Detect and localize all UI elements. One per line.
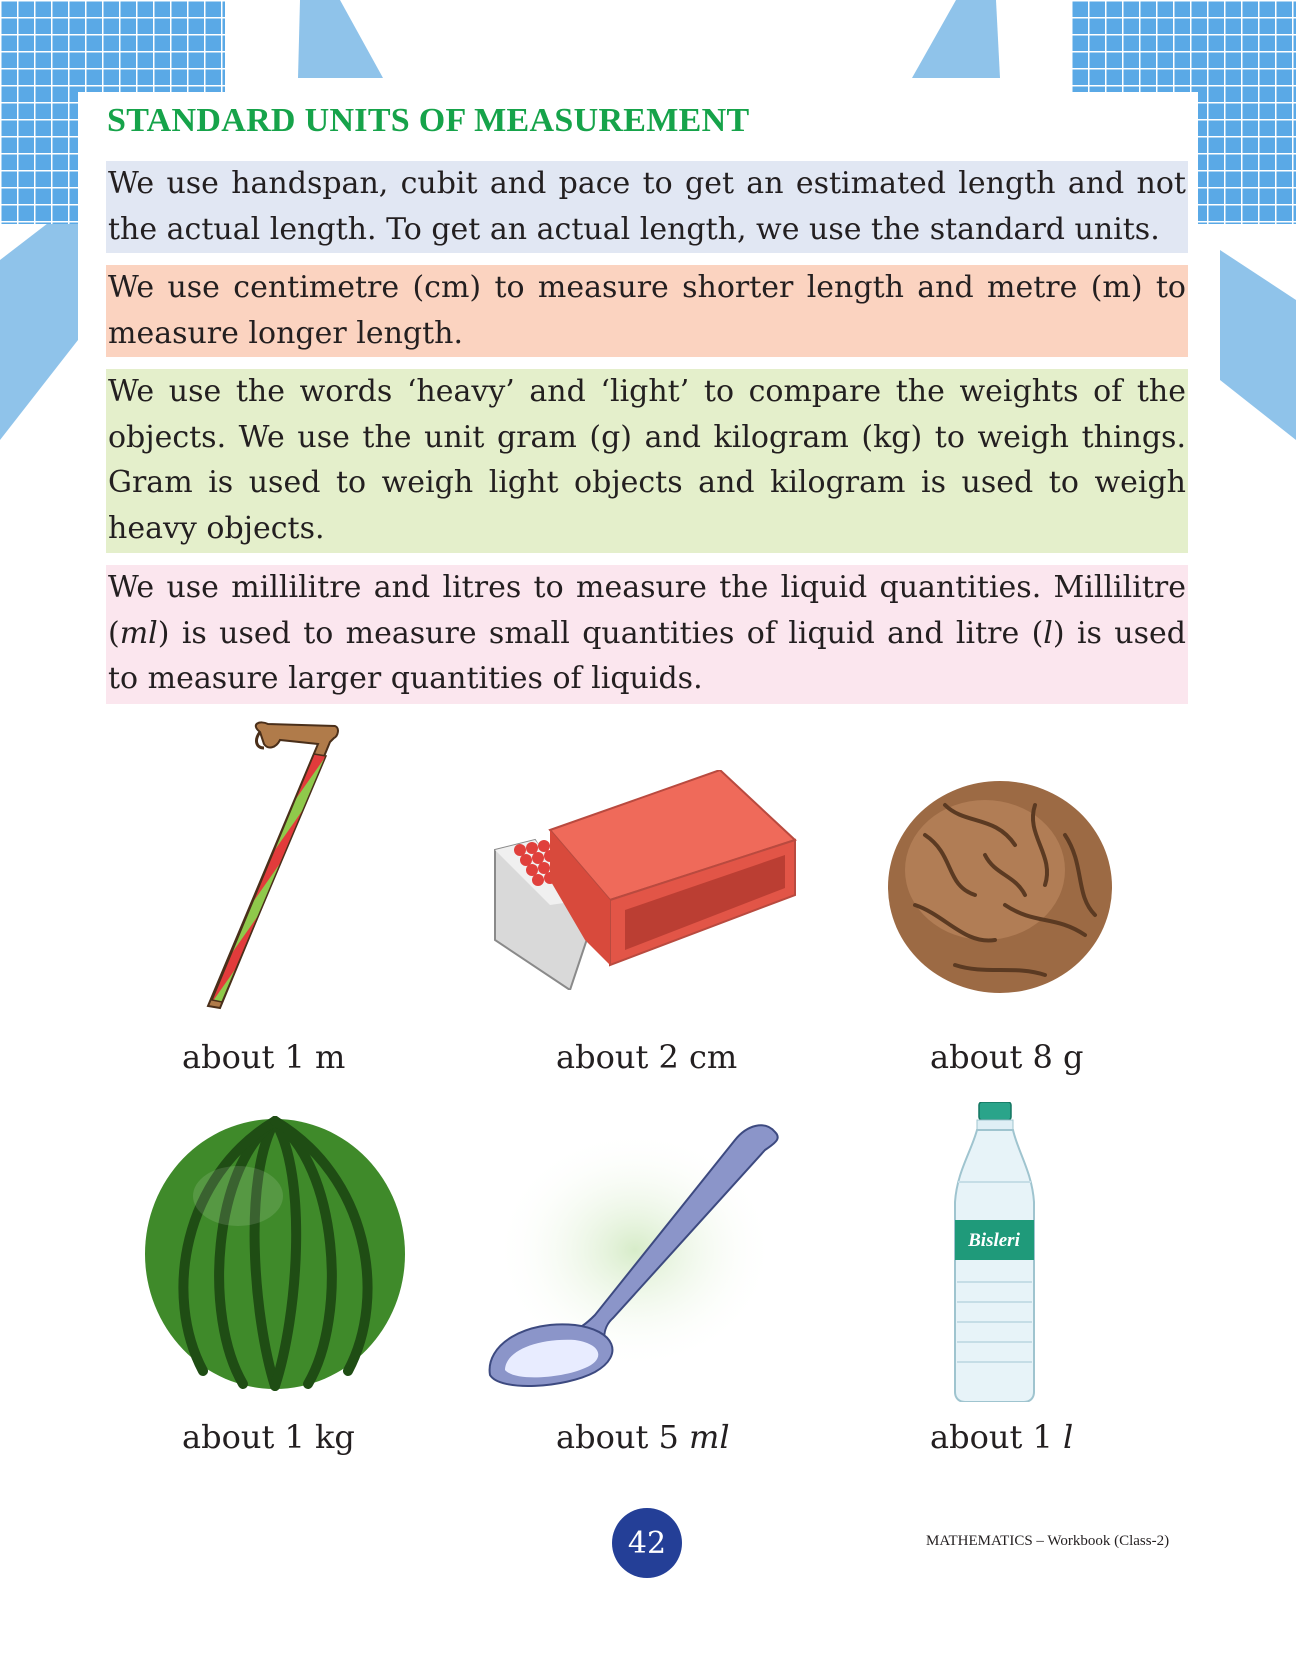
water-bottle-icon [952,1102,1037,1402]
figure-caption: about 5 ml [556,1418,730,1456]
paragraph-liquids: We use millilitre and litres to measure the liquid quantities. Millilitre (ml) is used to measure small quantities of liquid and litre (l) is used to measure larger quantities of liquids. [106,565,1188,704]
page-title: STANDARD UNITS OF MEASUREMENT [107,102,750,139]
footer-book-title: MATHEMATICS – Workbook (Class-2) [926,1533,1170,1549]
figure-caption: about 8 g [930,1038,1084,1076]
paragraph-estimated-length: We use handspan, cubit and pace to get an estimated length and not the actual length. To get an actual length, we use the standard units. [106,161,1188,253]
page-number: 42 [612,1508,682,1578]
walking-stick-icon [190,720,360,1020]
matchbox-icon [490,770,800,990]
watermelon-icon [143,1116,408,1391]
figure-caption: about 1 kg [182,1418,355,1456]
paragraph-weights: We use the words ‘heavy’ and ‘light’ to compare the weights of the objects. We use the unit gram (g) and kilogram (kg) to weigh things. Gram is used to weigh light objects and kilogram is used to weigh heavy objects. [106,369,1188,553]
figure-caption: about 1 l [930,1418,1074,1456]
bottle-label: Bisleri [968,1230,1020,1251]
figure-caption: about 2 cm [556,1038,738,1076]
spoon-icon [485,1120,785,1390]
walnut-icon [885,775,1115,1000]
paragraph-cm-m: We use centimetre (cm) to measure shorter length and metre (m) to measure longer length. [106,265,1188,357]
figure-caption: about 1 m [182,1038,346,1076]
